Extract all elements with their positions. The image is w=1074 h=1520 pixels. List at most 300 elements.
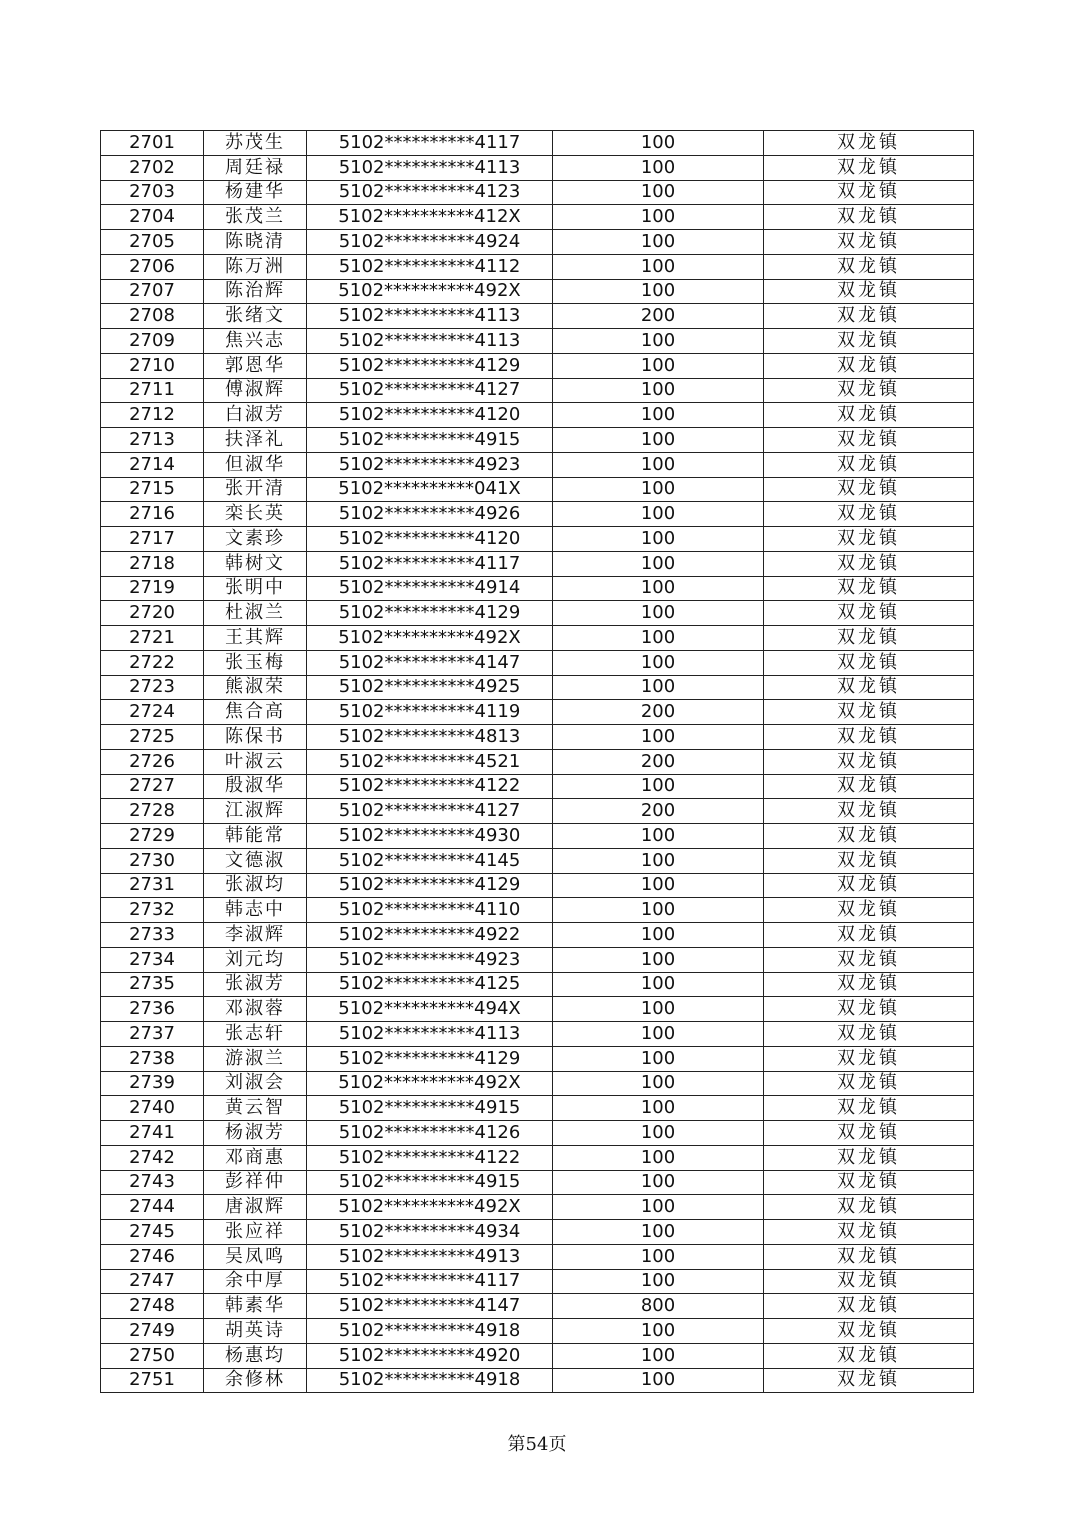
table-row xyxy=(101,180,974,205)
serial-cell: 2725 xyxy=(101,725,204,750)
town-cell: 双龙镇 xyxy=(764,1022,974,1047)
id-number-cell: 5102**********4913 xyxy=(307,1244,553,1269)
name-cell: 杜淑兰 xyxy=(204,601,307,626)
serial-cell: 2742 xyxy=(101,1145,204,1170)
id-number-cell: 5102**********4923 xyxy=(307,947,553,972)
id-number-cell: 5102**********4920 xyxy=(307,1343,553,1368)
name-cell: 黄云智 xyxy=(204,1096,307,1121)
amount-cell: 100 xyxy=(553,527,764,552)
serial-cell: 2708 xyxy=(101,304,204,329)
amount-cell: 200 xyxy=(553,749,764,774)
town-cell: 双龙镇 xyxy=(764,774,974,799)
amount-cell: 100 xyxy=(553,626,764,651)
table-row xyxy=(101,898,974,923)
name-cell: 陈万洲 xyxy=(204,254,307,279)
amount-cell: 100 xyxy=(553,848,764,873)
table-row xyxy=(101,1170,974,1195)
amount-cell: 200 xyxy=(553,700,764,725)
amount-cell: 100 xyxy=(553,551,764,576)
name-cell: 郭恩华 xyxy=(204,353,307,378)
amount-cell: 100 xyxy=(553,1046,764,1071)
serial-cell: 2715 xyxy=(101,477,204,502)
amount-cell: 100 xyxy=(553,898,764,923)
id-number-cell: 5102**********4119 xyxy=(307,700,553,725)
table-row xyxy=(101,1121,974,1146)
id-number-cell: 5102**********4113 xyxy=(307,329,553,354)
amount-cell: 100 xyxy=(553,230,764,255)
id-number-cell: 5102**********4813 xyxy=(307,725,553,750)
id-number-cell: 5102**********412X xyxy=(307,205,553,230)
town-cell: 双龙镇 xyxy=(764,1269,974,1294)
serial-cell: 2713 xyxy=(101,428,204,453)
amount-cell: 100 xyxy=(553,254,764,279)
name-cell: 张开清 xyxy=(204,477,307,502)
serial-cell: 2718 xyxy=(101,551,204,576)
table-row xyxy=(101,452,974,477)
id-number-cell: 5102**********4129 xyxy=(307,601,553,626)
serial-cell: 2701 xyxy=(101,131,204,156)
serial-cell: 2710 xyxy=(101,353,204,378)
amount-cell: 100 xyxy=(553,1071,764,1096)
table-row xyxy=(101,774,974,799)
serial-cell: 2726 xyxy=(101,749,204,774)
name-cell: 张应祥 xyxy=(204,1220,307,1245)
id-number-cell: 5102**********492X xyxy=(307,626,553,651)
id-number-cell: 5102**********4926 xyxy=(307,502,553,527)
name-cell: 刘淑会 xyxy=(204,1071,307,1096)
table-row xyxy=(101,749,974,774)
id-number-cell: 5102**********4924 xyxy=(307,230,553,255)
name-cell: 陈治辉 xyxy=(204,279,307,304)
table-row xyxy=(101,527,974,552)
town-cell: 双龙镇 xyxy=(764,1294,974,1319)
serial-cell: 2711 xyxy=(101,378,204,403)
name-cell: 张茂兰 xyxy=(204,205,307,230)
town-cell: 双龙镇 xyxy=(764,477,974,502)
town-cell: 双龙镇 xyxy=(764,700,974,725)
table-row xyxy=(101,1269,974,1294)
serial-cell: 2714 xyxy=(101,452,204,477)
name-cell: 张玉梅 xyxy=(204,650,307,675)
name-cell: 傅淑辉 xyxy=(204,378,307,403)
amount-cell: 100 xyxy=(553,725,764,750)
town-cell: 双龙镇 xyxy=(764,650,974,675)
table-row xyxy=(101,502,974,527)
amount-cell: 100 xyxy=(553,576,764,601)
id-number-cell: 5102**********4147 xyxy=(307,1294,553,1319)
serial-cell: 2705 xyxy=(101,230,204,255)
amount-cell: 100 xyxy=(553,329,764,354)
amount-cell: 100 xyxy=(553,1368,764,1393)
table-row xyxy=(101,1368,974,1393)
amount-cell: 100 xyxy=(553,1170,764,1195)
town-cell: 双龙镇 xyxy=(764,1319,974,1344)
name-cell: 文德淑 xyxy=(204,848,307,873)
table-row xyxy=(101,923,974,948)
id-number-cell: 5102**********4129 xyxy=(307,1046,553,1071)
name-cell: 张绪文 xyxy=(204,304,307,329)
serial-cell: 2734 xyxy=(101,947,204,972)
name-cell: 熊淑荣 xyxy=(204,675,307,700)
amount-cell: 100 xyxy=(553,1343,764,1368)
table-row xyxy=(101,205,974,230)
table-row xyxy=(101,650,974,675)
id-number-cell: 5102**********4145 xyxy=(307,848,553,873)
serial-cell: 2729 xyxy=(101,824,204,849)
serial-cell: 2733 xyxy=(101,923,204,948)
table-row xyxy=(101,873,974,898)
name-cell: 杨建华 xyxy=(204,180,307,205)
table-row xyxy=(101,378,974,403)
town-cell: 双龙镇 xyxy=(764,1121,974,1146)
amount-cell: 100 xyxy=(553,1269,764,1294)
amount-cell: 100 xyxy=(553,873,764,898)
name-cell: 邓淑蓉 xyxy=(204,997,307,1022)
town-cell: 双龙镇 xyxy=(764,873,974,898)
id-number-cell: 5102**********4113 xyxy=(307,1022,553,1047)
serial-cell: 2738 xyxy=(101,1046,204,1071)
amount-cell: 100 xyxy=(553,279,764,304)
serial-cell: 2719 xyxy=(101,576,204,601)
serial-cell: 2728 xyxy=(101,799,204,824)
amount-cell: 100 xyxy=(553,1096,764,1121)
town-cell: 双龙镇 xyxy=(764,898,974,923)
id-number-cell: 5102**********4120 xyxy=(307,403,553,428)
amount-cell: 100 xyxy=(553,477,764,502)
name-cell: 焦合高 xyxy=(204,700,307,725)
amount-cell: 100 xyxy=(553,1319,764,1344)
amount-cell: 200 xyxy=(553,304,764,329)
table-row xyxy=(101,477,974,502)
amount-cell: 100 xyxy=(553,205,764,230)
id-number-cell: 5102**********4126 xyxy=(307,1121,553,1146)
amount-cell: 100 xyxy=(553,824,764,849)
town-cell: 双龙镇 xyxy=(764,972,974,997)
amount-cell: 100 xyxy=(553,403,764,428)
table-row xyxy=(101,1022,974,1047)
id-number-cell: 5102**********4129 xyxy=(307,873,553,898)
name-cell: 杨淑芳 xyxy=(204,1121,307,1146)
name-cell: 张志轩 xyxy=(204,1022,307,1047)
town-cell: 双龙镇 xyxy=(764,1195,974,1220)
id-number-cell: 5102**********4122 xyxy=(307,774,553,799)
amount-cell: 200 xyxy=(553,799,764,824)
table-row xyxy=(101,155,974,180)
table-row xyxy=(101,131,974,156)
serial-cell: 2751 xyxy=(101,1368,204,1393)
amount-cell: 100 xyxy=(553,675,764,700)
name-cell: 文素珍 xyxy=(204,527,307,552)
table-row xyxy=(101,1145,974,1170)
town-cell: 双龙镇 xyxy=(764,230,974,255)
serial-cell: 2731 xyxy=(101,873,204,898)
table-row xyxy=(101,972,974,997)
id-number-cell: 5102**********4123 xyxy=(307,180,553,205)
table-row xyxy=(101,279,974,304)
name-cell: 韩树文 xyxy=(204,551,307,576)
amount-cell: 100 xyxy=(553,650,764,675)
table-row xyxy=(101,428,974,453)
town-cell: 双龙镇 xyxy=(764,403,974,428)
id-number-cell: 5102**********4915 xyxy=(307,1170,553,1195)
town-cell: 双龙镇 xyxy=(764,502,974,527)
town-cell: 双龙镇 xyxy=(764,155,974,180)
town-cell: 双龙镇 xyxy=(764,799,974,824)
id-number-cell: 5102**********4113 xyxy=(307,155,553,180)
name-cell: 王其辉 xyxy=(204,626,307,651)
serial-cell: 2732 xyxy=(101,898,204,923)
serial-cell: 2720 xyxy=(101,601,204,626)
table-row xyxy=(101,675,974,700)
serial-cell: 2748 xyxy=(101,1294,204,1319)
table-row xyxy=(101,1096,974,1121)
name-cell: 焦兴志 xyxy=(204,329,307,354)
serial-cell: 2709 xyxy=(101,329,204,354)
table-row xyxy=(101,997,974,1022)
table-row xyxy=(101,824,974,849)
name-cell: 白淑芳 xyxy=(204,403,307,428)
table-row xyxy=(101,626,974,651)
table-row xyxy=(101,601,974,626)
serial-cell: 2717 xyxy=(101,527,204,552)
town-cell: 双龙镇 xyxy=(764,749,974,774)
town-cell: 双龙镇 xyxy=(764,997,974,1022)
name-cell: 张明中 xyxy=(204,576,307,601)
table-row xyxy=(101,576,974,601)
id-number-cell: 5102**********4125 xyxy=(307,972,553,997)
id-number-cell: 5102**********4112 xyxy=(307,254,553,279)
table-row xyxy=(101,848,974,873)
name-cell: 但淑华 xyxy=(204,452,307,477)
id-number-cell: 5102**********4925 xyxy=(307,675,553,700)
town-cell: 双龙镇 xyxy=(764,1071,974,1096)
amount-cell: 100 xyxy=(553,1022,764,1047)
amount-cell: 100 xyxy=(553,1145,764,1170)
town-cell: 双龙镇 xyxy=(764,824,974,849)
amount-cell: 100 xyxy=(553,131,764,156)
serial-cell: 2722 xyxy=(101,650,204,675)
id-number-cell: 5102**********4113 xyxy=(307,304,553,329)
table-row xyxy=(101,304,974,329)
town-cell: 双龙镇 xyxy=(764,1096,974,1121)
amount-cell: 100 xyxy=(553,601,764,626)
serial-cell: 2723 xyxy=(101,675,204,700)
amount-cell: 100 xyxy=(553,972,764,997)
serial-cell: 2727 xyxy=(101,774,204,799)
table-row xyxy=(101,1319,974,1344)
serial-cell: 2739 xyxy=(101,1071,204,1096)
id-number-cell: 5102**********4914 xyxy=(307,576,553,601)
amount-cell: 100 xyxy=(553,180,764,205)
name-cell: 胡英诗 xyxy=(204,1319,307,1344)
id-number-cell: 5102**********4129 xyxy=(307,353,553,378)
amount-cell: 100 xyxy=(553,997,764,1022)
amount-cell: 100 xyxy=(553,1244,764,1269)
town-cell: 双龙镇 xyxy=(764,279,974,304)
town-cell: 双龙镇 xyxy=(764,452,974,477)
id-number-cell: 5102**********4521 xyxy=(307,749,553,774)
town-cell: 双龙镇 xyxy=(764,725,974,750)
name-cell: 殷淑华 xyxy=(204,774,307,799)
table-row xyxy=(101,700,974,725)
serial-cell: 2706 xyxy=(101,254,204,279)
town-cell: 双龙镇 xyxy=(764,675,974,700)
town-cell: 双龙镇 xyxy=(764,527,974,552)
id-number-cell: 5102**********4120 xyxy=(307,527,553,552)
id-number-cell: 5102**********4127 xyxy=(307,799,553,824)
town-cell: 双龙镇 xyxy=(764,601,974,626)
id-number-cell: 5102**********4915 xyxy=(307,1096,553,1121)
name-cell: 陈保书 xyxy=(204,725,307,750)
name-cell: 余修林 xyxy=(204,1368,307,1393)
serial-cell: 2736 xyxy=(101,997,204,1022)
town-cell: 双龙镇 xyxy=(764,378,974,403)
town-cell: 双龙镇 xyxy=(764,923,974,948)
table-row xyxy=(101,1343,974,1368)
id-number-cell: 5102**********041X xyxy=(307,477,553,502)
amount-cell: 100 xyxy=(553,502,764,527)
name-cell: 韩素华 xyxy=(204,1294,307,1319)
serial-cell: 2750 xyxy=(101,1343,204,1368)
serial-cell: 2716 xyxy=(101,502,204,527)
town-cell: 双龙镇 xyxy=(764,626,974,651)
name-cell: 李淑辉 xyxy=(204,923,307,948)
table-row xyxy=(101,1071,974,1096)
town-cell: 双龙镇 xyxy=(764,353,974,378)
table-row xyxy=(101,254,974,279)
name-cell: 杨惠均 xyxy=(204,1343,307,1368)
town-cell: 双龙镇 xyxy=(764,304,974,329)
town-cell: 双龙镇 xyxy=(764,551,974,576)
name-cell: 余中厚 xyxy=(204,1269,307,1294)
name-cell: 唐淑辉 xyxy=(204,1195,307,1220)
serial-cell: 2747 xyxy=(101,1269,204,1294)
table-row xyxy=(101,1244,974,1269)
id-number-cell: 5102**********4918 xyxy=(307,1368,553,1393)
serial-cell: 2712 xyxy=(101,403,204,428)
town-cell: 双龙镇 xyxy=(764,576,974,601)
id-number-cell: 5102**********4923 xyxy=(307,452,553,477)
name-cell: 彭祥仲 xyxy=(204,1170,307,1195)
id-number-cell: 5102**********492X xyxy=(307,1195,553,1220)
id-number-cell: 5102**********492X xyxy=(307,279,553,304)
name-cell: 叶淑云 xyxy=(204,749,307,774)
amount-cell: 100 xyxy=(553,1220,764,1245)
amount-cell: 800 xyxy=(553,1294,764,1319)
serial-cell: 2740 xyxy=(101,1096,204,1121)
table-row xyxy=(101,1195,974,1220)
amount-cell: 100 xyxy=(553,378,764,403)
table-row xyxy=(101,551,974,576)
table-row xyxy=(101,947,974,972)
name-cell: 张淑均 xyxy=(204,873,307,898)
name-cell: 栾长英 xyxy=(204,502,307,527)
id-number-cell: 5102**********4918 xyxy=(307,1319,553,1344)
id-number-cell: 5102**********4127 xyxy=(307,378,553,403)
serial-cell: 2745 xyxy=(101,1220,204,1245)
serial-cell: 2735 xyxy=(101,972,204,997)
serial-cell: 2721 xyxy=(101,626,204,651)
name-cell: 苏茂生 xyxy=(204,131,307,156)
amount-cell: 100 xyxy=(553,155,764,180)
serial-cell: 2707 xyxy=(101,279,204,304)
serial-cell: 2737 xyxy=(101,1022,204,1047)
table-row xyxy=(101,725,974,750)
name-cell: 刘元均 xyxy=(204,947,307,972)
table-row xyxy=(101,329,974,354)
town-cell: 双龙镇 xyxy=(764,947,974,972)
subsidy-list-table xyxy=(100,130,973,1393)
serial-cell: 2704 xyxy=(101,205,204,230)
id-number-cell: 5102**********4922 xyxy=(307,923,553,948)
name-cell: 邓商惠 xyxy=(204,1145,307,1170)
table-row xyxy=(101,799,974,824)
serial-cell: 2730 xyxy=(101,848,204,873)
amount-cell: 100 xyxy=(553,774,764,799)
town-cell: 双龙镇 xyxy=(764,180,974,205)
town-cell: 双龙镇 xyxy=(764,1220,974,1245)
table-row xyxy=(101,1294,974,1319)
page-number: 第54页 xyxy=(507,1434,567,1455)
town-cell: 双龙镇 xyxy=(764,848,974,873)
name-cell: 江淑辉 xyxy=(204,799,307,824)
table-row xyxy=(101,353,974,378)
town-cell: 双龙镇 xyxy=(764,428,974,453)
table-body xyxy=(101,131,974,1393)
name-cell: 周廷禄 xyxy=(204,155,307,180)
name-cell: 陈晓清 xyxy=(204,230,307,255)
amount-cell: 100 xyxy=(553,428,764,453)
id-number-cell: 5102**********4110 xyxy=(307,898,553,923)
table-row xyxy=(101,403,974,428)
amount-cell: 100 xyxy=(553,923,764,948)
serial-cell: 2746 xyxy=(101,1244,204,1269)
serial-cell: 2703 xyxy=(101,180,204,205)
id-number-cell: 5102**********4122 xyxy=(307,1145,553,1170)
id-number-cell: 5102**********4117 xyxy=(307,131,553,156)
town-cell: 双龙镇 xyxy=(764,329,974,354)
serial-cell: 2741 xyxy=(101,1121,204,1146)
town-cell: 双龙镇 xyxy=(764,1170,974,1195)
id-number-cell: 5102**********4934 xyxy=(307,1220,553,1245)
serial-cell: 2702 xyxy=(101,155,204,180)
table-row xyxy=(101,1046,974,1071)
name-cell: 韩志中 xyxy=(204,898,307,923)
name-cell: 游淑兰 xyxy=(204,1046,307,1071)
name-cell: 吴凤鸣 xyxy=(204,1244,307,1269)
town-cell: 双龙镇 xyxy=(764,1145,974,1170)
id-number-cell: 5102**********4915 xyxy=(307,428,553,453)
id-number-cell: 5102**********494X xyxy=(307,997,553,1022)
town-cell: 双龙镇 xyxy=(764,131,974,156)
id-number-cell: 5102**********4117 xyxy=(307,551,553,576)
serial-cell: 2744 xyxy=(101,1195,204,1220)
name-cell: 扶泽礼 xyxy=(204,428,307,453)
name-cell: 张淑芳 xyxy=(204,972,307,997)
town-cell: 双龙镇 xyxy=(764,1244,974,1269)
serial-cell: 2724 xyxy=(101,700,204,725)
id-number-cell: 5102**********492X xyxy=(307,1071,553,1096)
amount-cell: 100 xyxy=(553,947,764,972)
table-row xyxy=(101,1220,974,1245)
amount-cell: 100 xyxy=(553,1121,764,1146)
serial-cell: 2749 xyxy=(101,1319,204,1344)
town-cell: 双龙镇 xyxy=(764,1343,974,1368)
serial-cell: 2743 xyxy=(101,1170,204,1195)
id-number-cell: 5102**********4117 xyxy=(307,1269,553,1294)
amount-cell: 100 xyxy=(553,452,764,477)
id-number-cell: 5102**********4930 xyxy=(307,824,553,849)
